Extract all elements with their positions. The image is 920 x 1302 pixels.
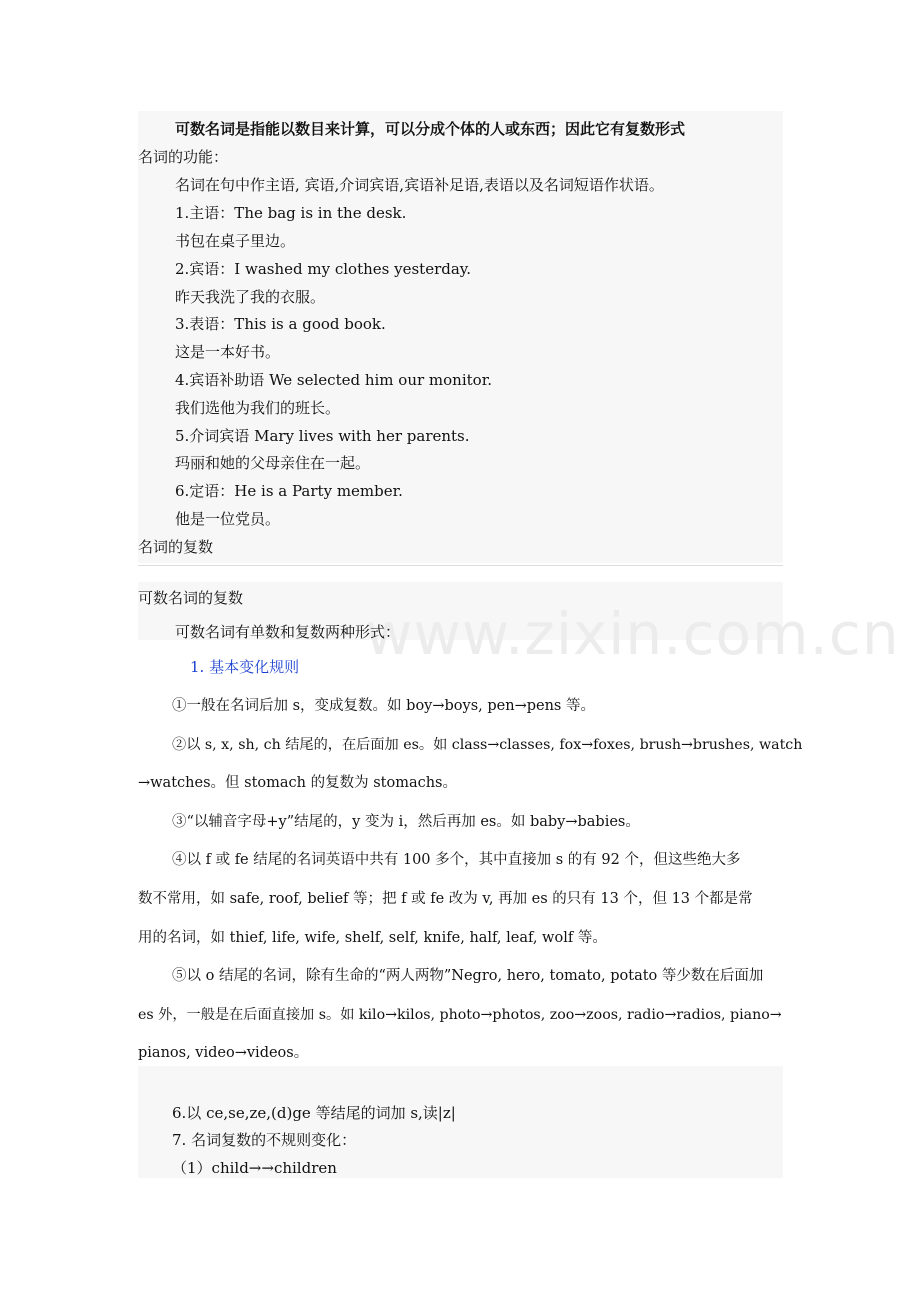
rule-line-9: es 外，一般是在后面直接加 s。如 kilo→kilos, photo→photos, zoo→zoos, radio→radios, piano→ bbox=[138, 1007, 782, 1023]
item-4-en: 4.宾语补助语 We selected him our monitor. bbox=[175, 371, 492, 389]
rule-6-line: 6.以 ce,se,ze,(d)ge 等结尾的词加 s,读|z| bbox=[172, 1104, 456, 1122]
rule-line-4: ③“以辅音字母+y”结尾的，y 变为 i，然后再加 es。如 baby→babies。 bbox=[172, 814, 640, 830]
countable-plural-heading: 可数名词的复数 bbox=[138, 589, 244, 607]
item-3-en: 3.表语：This is a good book. bbox=[175, 315, 386, 333]
rule-line-10: pianos, video→videos。 bbox=[138, 1045, 309, 1061]
rule-line-8: ⑤以 o 结尾的名词，除有生命的“两人两物”Negro, hero, tomato, potato 等少数在后面加 bbox=[172, 968, 764, 984]
rule-line-5: ④以 f 或 fe 结尾的名词英语中共有 100 多个，其中直接加 s 的有 92 个，但这些绝大多 bbox=[172, 852, 741, 868]
irregular-example-1: （1）child→→children bbox=[172, 1159, 337, 1177]
divider bbox=[138, 565, 783, 566]
plural-heading: 名词的复数 bbox=[138, 538, 214, 556]
countable-plural-intro: 可数名词有单数和复数两种形式： bbox=[175, 623, 401, 641]
item-3-zh: 这是一本好书。 bbox=[175, 343, 281, 361]
item-1-zh: 书包在桌子里边。 bbox=[175, 232, 296, 250]
rule-line-6: 数不常用，如 safe, roof, belief 等；把 f 或 fe 改为 v, 再加 es 的只有 13 个，但 13 个都是常 bbox=[138, 891, 753, 907]
function-heading: 名词的功能： bbox=[138, 148, 229, 166]
rule-line-2: ②以 s, x, sh, ch 结尾的，在后面加 es。如 class→classes, fox→foxes, brush→brushes, watch bbox=[172, 737, 803, 753]
item-6-en: 6.定语：He is a Party member. bbox=[175, 482, 403, 500]
item-1-en: 1.主语：The bag is in the desk. bbox=[175, 204, 407, 222]
rule-line-3: →watches。但 stomach 的复数为 stomachs。 bbox=[138, 775, 457, 791]
rule-line-7: 用的名词，如 thief, life, wife, shelf, self, knife, half, leaf, wolf 等。 bbox=[138, 930, 607, 946]
rule-line-1: ①一般在名词后加 s，变成复数。如 boy→boys, pen→pens 等。 bbox=[172, 698, 595, 714]
item-6-zh: 他是一位党员。 bbox=[175, 510, 281, 528]
watermark: www.zixin.com.cn bbox=[365, 600, 900, 668]
item-5-zh: 玛丽和她的父母亲住在一起。 bbox=[175, 454, 371, 472]
item-2-en: 2.宾语：I washed my clothes yesterday. bbox=[175, 260, 472, 278]
item-2-zh: 昨天我洗了我的衣服。 bbox=[175, 288, 326, 306]
item-4-zh: 我们选他为我们的班长。 bbox=[175, 399, 341, 417]
rule-7-line: 7. 名词复数的不规则变化： bbox=[172, 1131, 357, 1149]
item-5-en: 5.介词宾语 Mary lives with her parents. bbox=[175, 427, 470, 445]
function-intro: 名词在句中作主语, 宾语,介词宾语,宾语补足语,表语以及名词短语作状语。 bbox=[175, 176, 664, 194]
rule-title: 1. 基本变化规则 bbox=[190, 658, 300, 676]
definition-text: 可数名词是指能以数目来计算，可以分成个体的人或东西；因此它有复数形式 bbox=[175, 120, 686, 138]
